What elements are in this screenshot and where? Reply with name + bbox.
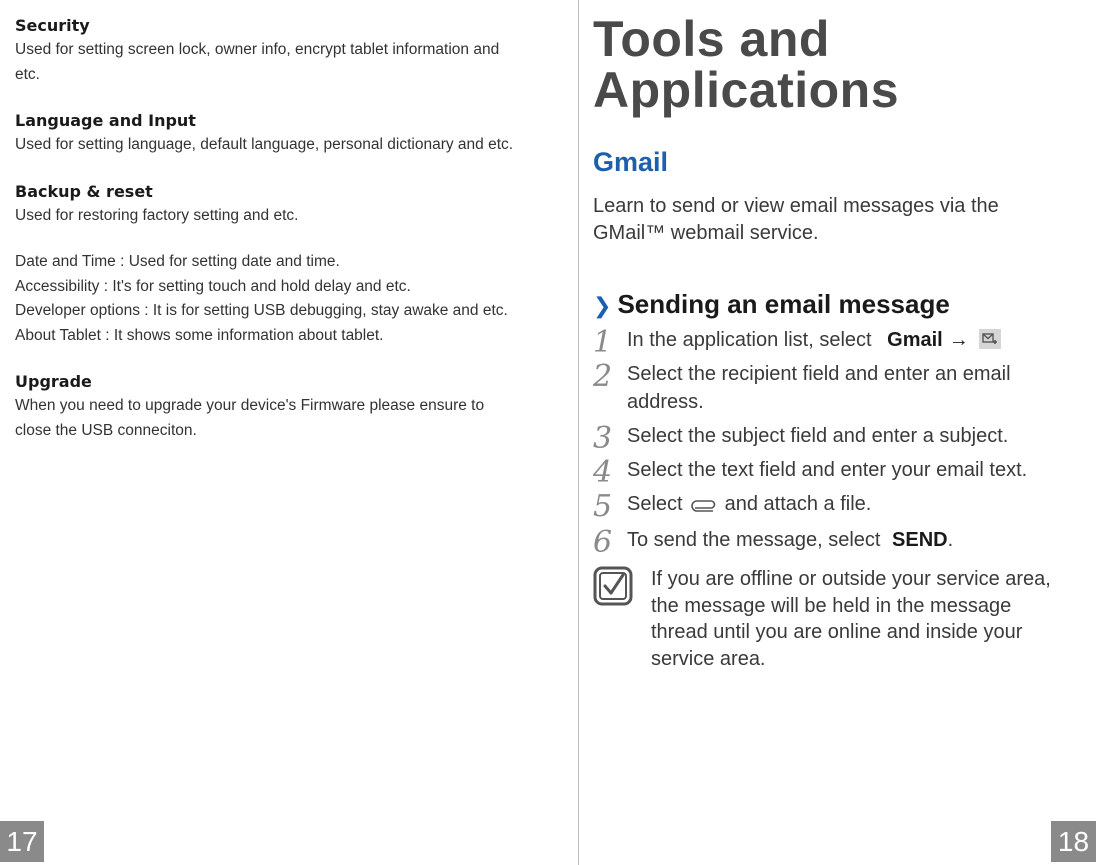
setting-item-accessibility: Accessibility : It's for setting touch and hold delay and etc.: [15, 277, 411, 295]
chapter-title: Tools and Applications: [593, 11, 900, 118]
step-number: 2: [593, 359, 613, 394]
note-icon: [593, 566, 633, 606]
step-item: [593, 525, 1063, 560]
step-text: Select: [627, 493, 683, 515]
steps-list: [593, 326, 1063, 560]
section-description: Used for setting language, default language, personal dictionary and etc.: [15, 136, 514, 153]
section-heading: Upgrade: [15, 372, 92, 391]
step-text: Select the subject field and enter a subject.: [627, 425, 1009, 447]
section-heading: Language and Input: [15, 111, 196, 130]
section-heading: Security: [15, 16, 90, 35]
page-number-left: 17: [0, 821, 44, 862]
chevron-right-icon: ❯: [593, 293, 612, 318]
step-item: [593, 325, 1063, 360]
step-text-after: .: [947, 529, 954, 551]
arrow-right-icon: →: [948, 329, 969, 351]
step-item: [593, 489, 1063, 524]
subsection-title-text: Sending an email message: [617, 289, 950, 319]
ui-label-send: SEND: [892, 529, 948, 551]
settings-section-backup: [15, 180, 515, 229]
note-box: [593, 566, 1073, 672]
settings-plain-items: [15, 250, 515, 348]
step-number: 5: [593, 489, 613, 524]
settings-section-language: [15, 109, 515, 158]
step-text: Select the text field and enter your email text.: [627, 459, 1028, 481]
step-number: 1: [593, 325, 613, 360]
setting-item-developer-options: Developer options : It is for setting USB debugging, stay awake and etc.: [15, 302, 508, 319]
section-description: When you need to upgrade your device's Firmware please ensure to close the USB conneciton.: [15, 397, 485, 439]
settings-section-upgrade: [15, 370, 515, 443]
intro-text: Learn to send or view email messages via the GMail™ webmail service.: [593, 195, 999, 244]
subsection-title: [593, 288, 950, 322]
step-text: In the application list, select: [627, 329, 872, 351]
settings-list: [15, 14, 515, 465]
step-item: [593, 455, 1063, 490]
ui-label-gmail: Gmail: [887, 329, 943, 351]
compose-icon: [979, 329, 1001, 349]
section-title-gmail: Gmail: [593, 147, 669, 177]
right-page: [593, 0, 1113, 865]
section-description: Used for restoring factory setting and etc.: [15, 206, 299, 224]
note-text: If you are offline or outside your service area, the message will be held in the message thread until you are online and inside your service area.: [651, 568, 1051, 670]
settings-section-security: [15, 14, 515, 87]
paperclip-icon: [691, 492, 717, 520]
step-number: 6: [593, 525, 613, 560]
step-number: 3: [593, 421, 613, 456]
step-number: 4: [593, 455, 613, 490]
page-number-right: 18: [1051, 821, 1096, 862]
page-divider: [578, 0, 579, 865]
step-text-after: and attach a file.: [724, 493, 872, 515]
section-description: Used for setting screen lock, owner info, encrypt tablet information and etc.: [15, 41, 500, 83]
step-text: To send the message, select: [627, 529, 881, 551]
setting-item-about-tablet: About Tablet : It shows some information about tablet.: [15, 326, 384, 344]
setting-item-date-time: Date and Time : Used for setting date and time.: [15, 253, 340, 270]
section-heading: Backup & reset: [15, 181, 153, 201]
step-text: Select the recipient field and enter an email address.: [627, 363, 1011, 413]
step-item: [593, 421, 1063, 456]
step-item: [593, 360, 1063, 416]
